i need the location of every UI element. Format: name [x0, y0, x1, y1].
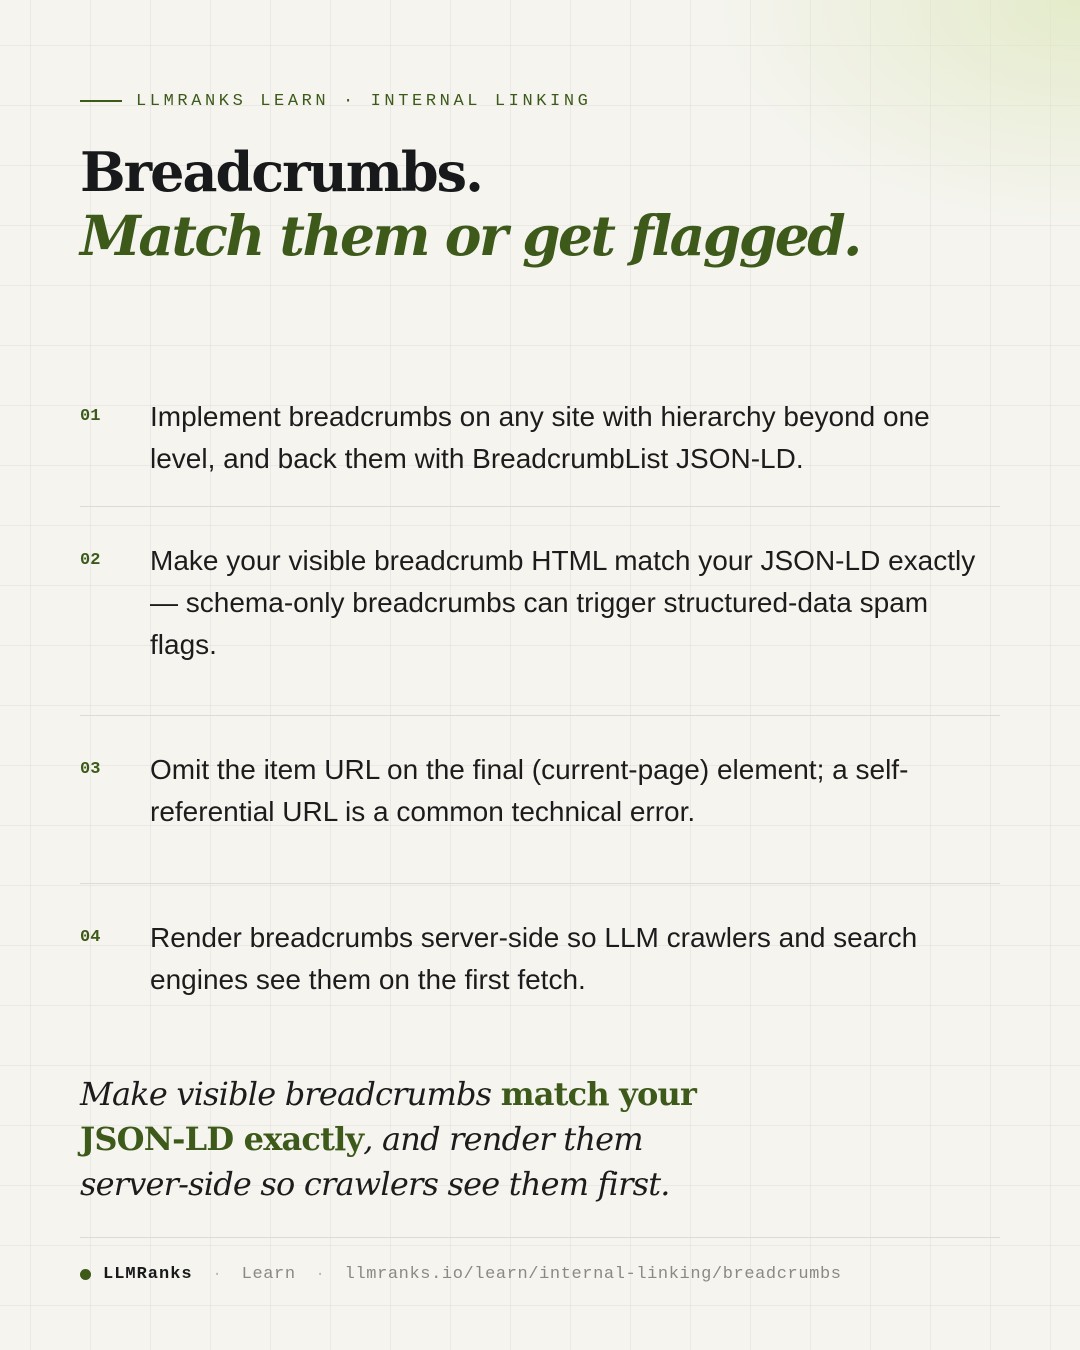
page [80, 0, 1000, 1350]
headline-subtitle: Match them or get flagged. [80, 203, 860, 268]
footer-section: Learn [241, 1264, 296, 1284]
item-text: Implement breadcrumbs on any site with hierarchy beyond one level, and back them with BreadcrumbList JSON-LD. [150, 401, 930, 474]
list-item [80, 716, 1000, 884]
eyebrow [80, 91, 591, 111]
quote-lead: Make visible breadcrumbs [80, 1075, 501, 1113]
footer-separator: · [212, 1265, 222, 1283]
quote-tail: , and render them server-side so crawlers see them first. [80, 1120, 670, 1203]
item-text: Omit the item URL on the final (current-page) element; a self-referential URL is a common technical error. [150, 754, 909, 827]
eyebrow-rule [80, 100, 122, 102]
headline-title: Breadcrumbs. [80, 140, 482, 204]
pull-quote [80, 1072, 720, 1207]
quote-highlight: match your JSON-LD exactly [80, 1075, 697, 1158]
item-number: 01 [80, 407, 101, 426]
item-text: Render breadcrumbs server-side so LLM crawlers and search engines see them on the first fetch. [150, 922, 918, 995]
footer-brand: LLMRanks [103, 1264, 193, 1284]
footer-divider [80, 1237, 1000, 1238]
item-number: 03 [80, 760, 101, 779]
list-item [80, 884, 1000, 1024]
eyebrow-text: LLMRANKS LEARN · INTERNAL LINKING [136, 91, 592, 111]
footer-separator: · [315, 1265, 325, 1283]
item-number: 04 [80, 928, 101, 947]
footer-url: llmranks.io/learn/internal-linking/breadcrumbs [344, 1264, 842, 1284]
tips-list [80, 393, 1000, 1024]
list-item [80, 507, 1000, 716]
footer [80, 1262, 842, 1286]
headline [80, 140, 1000, 268]
item-text: Make your visible breadcrumb HTML match your JSON-LD exactly — schema-only breadcrumbs can trigger structured-data spam flags. [150, 545, 976, 660]
item-number: 02 [80, 551, 101, 570]
list-item [80, 393, 1000, 507]
brand-dot-icon [80, 1269, 91, 1280]
